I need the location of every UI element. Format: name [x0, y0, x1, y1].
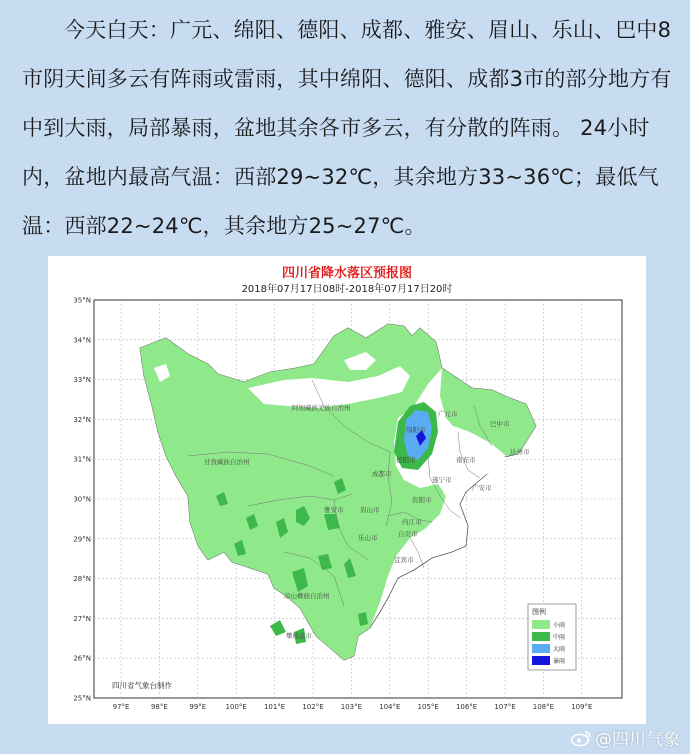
lon-label: 98°E: [150, 703, 168, 711]
city-label-aba: 阿坝藏族羌族自治州: [292, 404, 351, 412]
legend-label: 小雨: [553, 622, 566, 629]
city-label-suining: 遂宁市: [432, 476, 452, 484]
lat-label: 33°N: [73, 376, 91, 385]
weibo-icon: [570, 729, 592, 747]
city-label-nanchong: 南充市: [456, 456, 476, 464]
lon-label: 105°E: [417, 703, 439, 711]
city-label-ziyang: 资阳市: [412, 496, 432, 504]
article-paragraph: 今天白天：广元、绵阳、德阳、成都、雅安、眉山、乐山、巴中8市阴天间多云有阵雨或雷雨，其中绵阳、德阳、成都3市的部分地方有中到大雨，局部暴雨，盆地其余各市多云，有分散的阵雨。 24小时内，盆地内最高气温：西部29~32℃，其余地方33~36℃；最低气温：西部22~24℃，其余地方25~27℃。: [22, 18, 672, 238]
legend-swatch: [532, 656, 550, 665]
legend-swatch: [532, 644, 550, 653]
legend-title: 图例: [532, 608, 546, 616]
map-credit: 四川省气象台制作: [112, 681, 172, 690]
lon-label: 104°E: [379, 703, 401, 711]
legend-label: 大雨: [553, 646, 566, 653]
lat-label: 28°N: [73, 575, 91, 584]
lon-label: 97°E: [112, 703, 130, 711]
lon-label: 109°E: [571, 703, 593, 711]
city-label-yaan: 雅安市: [324, 506, 344, 514]
lon-label: 107°E: [494, 703, 516, 711]
lon-label: 100°E: [225, 703, 247, 711]
city-label-guangyuan: 广元市: [438, 410, 458, 418]
lat-label: 31°N: [73, 455, 91, 464]
legend-swatch: [532, 632, 550, 641]
legend-swatch: [532, 620, 550, 629]
lat-label: 26°N: [73, 654, 91, 663]
lon-label: 99°E: [189, 703, 207, 711]
lat-label: 35°N: [73, 296, 91, 305]
lat-label: 25°N: [73, 694, 91, 703]
city-label-yibin: 宜宾市: [394, 556, 414, 564]
lon-label: 103°E: [340, 703, 363, 711]
city-label-ganzi: 甘孜藏族自治州: [204, 458, 250, 466]
lon-label: 106°E: [455, 703, 478, 711]
city-label-leshan: 乐山市: [358, 534, 378, 542]
lon-label: 102°E: [302, 703, 324, 711]
map-canvas: [48, 256, 646, 724]
lon-label: 101°E: [263, 703, 286, 711]
city-label-mianyang: 绵阳市: [406, 426, 426, 434]
map-subtitle: 2018年07月17日08时-2018年07月17日20时: [241, 284, 453, 295]
city-label-zigong: 自贡市: [398, 530, 418, 538]
city-label-panzhihua: 攀枝花市: [286, 632, 312, 640]
lat-label: 32°N: [73, 415, 91, 424]
precipitation-map: [48, 256, 646, 724]
lat-label: 29°N: [73, 535, 91, 544]
city-label-liangshan: 凉山彝族自治州: [284, 592, 330, 600]
lat-label: 34°N: [73, 336, 91, 345]
lat-label: 27°N: [73, 614, 91, 623]
city-label-chengdu: 成都市: [372, 470, 392, 478]
city-label-dazhou: 达州市: [510, 448, 530, 456]
legend-label: 中雨: [553, 634, 566, 641]
latitude-labels: [73, 297, 91, 703]
lat-label: 30°N: [73, 495, 91, 504]
watermark: [570, 725, 680, 750]
city-label-bazhong: 巴中市: [490, 420, 510, 428]
lon-label: 108°E: [532, 703, 555, 711]
map-title: 四川省降水落区预报图: [281, 266, 412, 281]
city-label-neijiang: 内江市: [402, 518, 422, 526]
map-legend: [528, 604, 576, 670]
watermark-text: @四川气象: [595, 730, 680, 750]
city-label-meishan: 眉山市: [360, 506, 380, 514]
city-label-deyang: 德阳市: [396, 456, 416, 464]
city-label-guangan: 广安市: [472, 484, 492, 492]
legend-label: 暴雨: [553, 658, 566, 665]
longitude-labels: [113, 703, 593, 711]
